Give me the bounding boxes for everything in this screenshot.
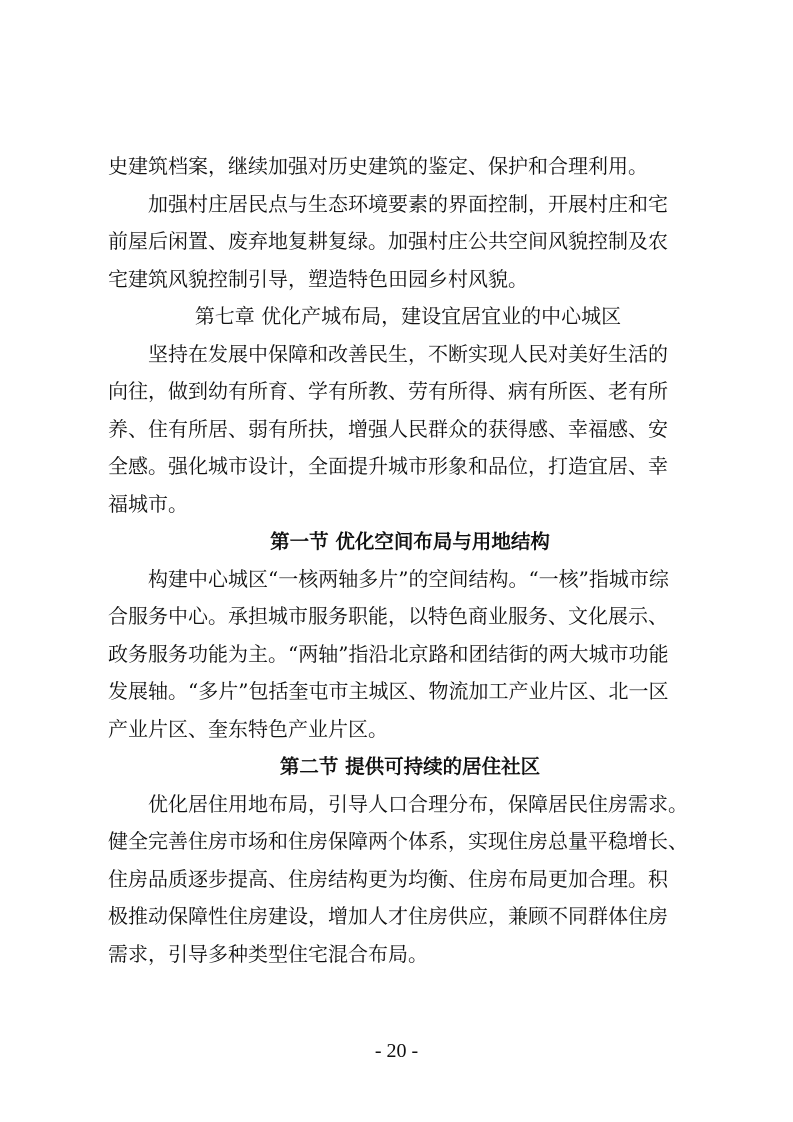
body-text-line: 前屋后闲置、废弃地复耕复绿。加强村庄公共空间风貌控制及农 — [108, 229, 668, 253]
body-text-line: 全感。强化城市设计，全面提升城市形象和品位，打造宜居、幸 — [108, 454, 668, 478]
body-text-line: 构建中心城区“一核两轴多片”的空间结构。“一核”指城市综 — [148, 566, 669, 591]
page-body — [108, 148, 698, 973]
body-text-line: 住房品质逐步提高、住房结构更为均衡、住房布局更加合理。积 — [108, 866, 668, 891]
body-text-line: 产业片区、奎东特色产业片区。 — [108, 716, 388, 741]
body-text-line: 合服务中心。承担城市服务职能，以特色商业服务、文化展示、 — [108, 604, 668, 628]
body-text-line: 宅建筑风貌控制引导，塑造特色田园乡村风貌。 — [108, 266, 528, 291]
body-text-line: 发展轴。“多片”包括奎屯市主城区、物流加工产业片区、北一区 — [108, 679, 669, 703]
body-text-line: 坚持在发展中保障和改善民生，不断实现人民对美好生活的 — [148, 341, 668, 366]
body-text-line: 加强村庄居民点与生态环境要素的界面控制，开展村庄和宅 — [148, 191, 668, 216]
body-text-line: 需求，引导多种类型住宅混合布局。 — [108, 941, 428, 966]
body-text-line: 向往，做到幼有所育、学有所教、劳有所得、病有所医、老有所 — [108, 379, 668, 403]
body-text-line: 极推动保障性住房建设，增加人才住房供应，兼顾不同群体住房 — [108, 904, 668, 928]
page-number: - 20 - — [374, 1040, 419, 1062]
chapter-heading: 第七章 优化产城布局，建设宜居宜业的中心城区 — [194, 304, 622, 328]
body-text-line: 政务服务功能为主。“两轴”指沿北京路和团结街的两大城市功能 — [108, 641, 669, 666]
section-heading: 第一节 优化空间布局与用地结构 — [270, 530, 550, 553]
section-heading: 第二节 提供可持续的居住社区 — [279, 755, 541, 778]
body-text-line: 健全完善住房市场和住房保障两个体系，实现住房总量平稳增长、 — [108, 829, 688, 853]
body-text-line: 福城市。 — [108, 491, 188, 516]
body-text-line: 史建筑档案，继续加强对历史建筑的鉴定、保护和合理利用。 — [108, 154, 648, 178]
body-text-line: 养、住有所居、弱有所扶，增强人民群众的获得感、幸福感、安 — [108, 416, 668, 441]
body-text-line: 优化居住用地布局，引导人口合理分布，保障居民住房需求。 — [148, 791, 688, 816]
